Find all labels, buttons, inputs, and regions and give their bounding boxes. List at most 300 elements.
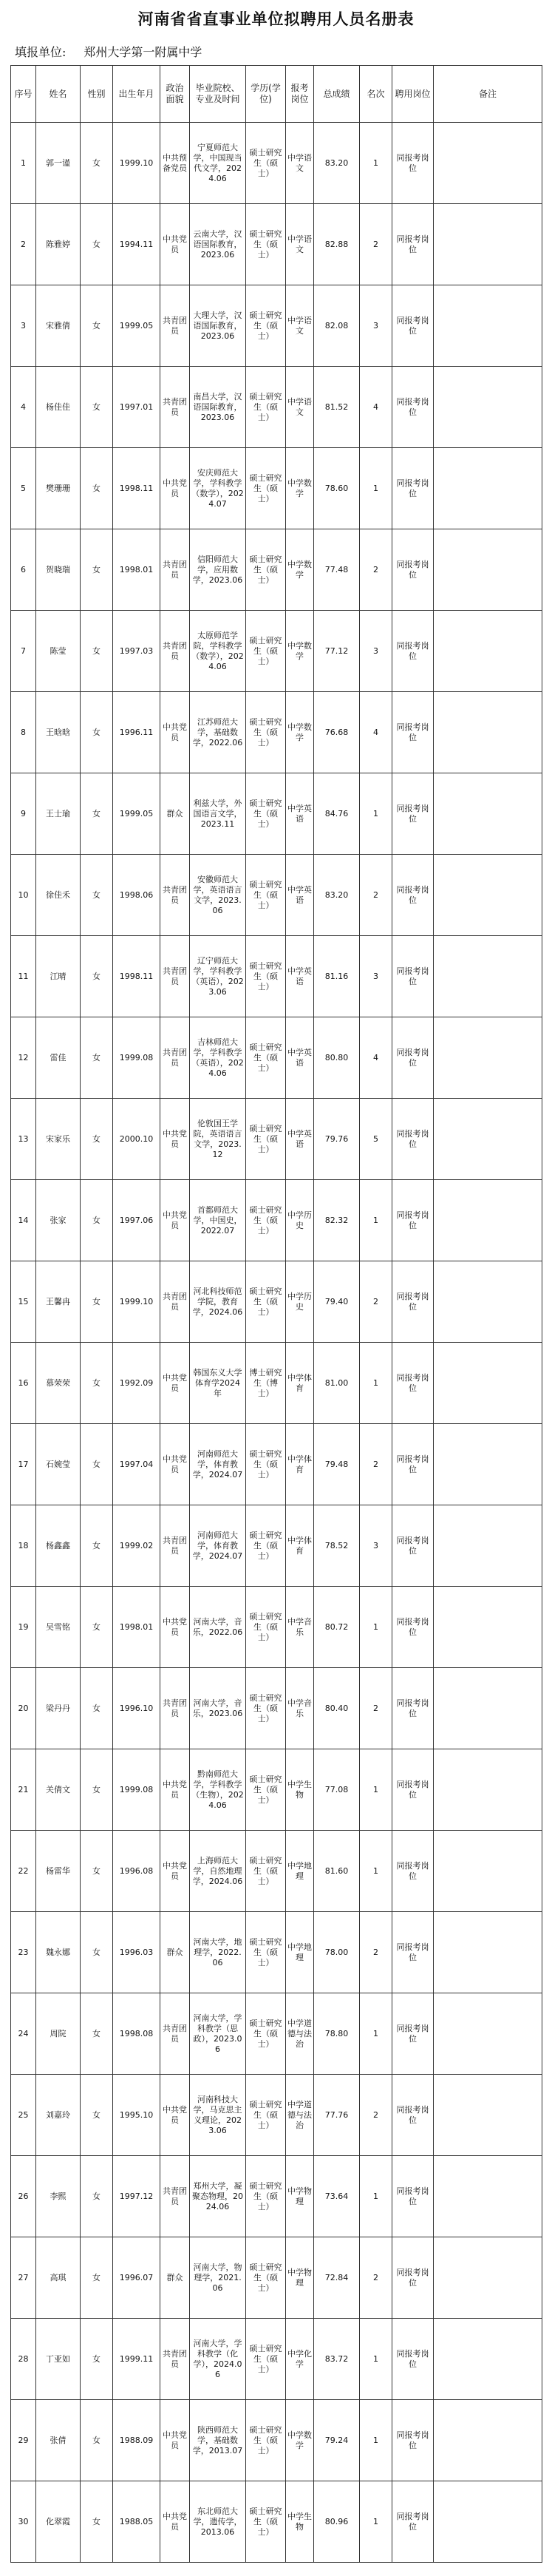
cell-school: 河北科技师范学院，教育学，2024.06: [190, 1261, 246, 1343]
table-row: [11, 448, 542, 529]
cell-name: 丁亚如: [36, 2319, 81, 2400]
cell-birth: 1996.10: [113, 1668, 160, 1749]
cell-gender: 女: [81, 855, 113, 936]
cell-school: 辽宁师范大学，学科教学（英语），2023.06: [190, 936, 246, 1017]
cell-politics: 共青团员: [160, 285, 190, 367]
cell-index: 13: [11, 1099, 36, 1180]
cell-hire-post: 同报考岗位: [392, 1749, 434, 1831]
table-row: [11, 773, 542, 855]
cell-hire-post: 同报考岗位: [392, 1099, 434, 1180]
cell-remark: [434, 367, 542, 448]
cell-remark: [434, 2156, 542, 2237]
cell-gender: 女: [81, 1180, 113, 1261]
cell-gender: 女: [81, 448, 113, 529]
cell-score: 78.52: [314, 1505, 360, 1587]
cell-politics: 共青团员: [160, 1668, 190, 1749]
cell-index: 18: [11, 1505, 36, 1587]
cell-score: 80.80: [314, 1017, 360, 1099]
cell-remark: [434, 1180, 542, 1261]
cell-gender: 女: [81, 123, 113, 204]
cell-degree: 硕士研究生（硕士）: [246, 2400, 286, 2481]
table-row: [11, 2319, 542, 2400]
cell-remark: [434, 1912, 542, 1993]
cell-degree: 硕士研究生（硕士）: [246, 611, 286, 692]
cell-name: 刘嘉玲: [36, 2075, 81, 2156]
cell-hire-post: 同报考岗位: [392, 1017, 434, 1099]
cell-name: 杨鑫鑫: [36, 1505, 81, 1587]
cell-score: 82.08: [314, 285, 360, 367]
cell-degree: 硕士研究生（硕士）: [246, 1912, 286, 1993]
table-row: [11, 1343, 542, 1424]
cell-score: 83.20: [314, 123, 360, 204]
cell-politics: 群众: [160, 2237, 190, 2319]
cell-index: 30: [11, 2481, 36, 2563]
cell-score: 76.68: [314, 692, 360, 773]
cell-index: 29: [11, 2400, 36, 2481]
cell-rank: 1: [360, 1587, 392, 1668]
cell-politics: 中共党员: [160, 1180, 190, 1261]
cell-position: 中学生物: [286, 2481, 314, 2563]
cell-gender: 女: [81, 1505, 113, 1587]
cell-score: 78.60: [314, 448, 360, 529]
cell-gender: 女: [81, 2075, 113, 2156]
cell-school: 首都师范大学，中国史，2022.07: [190, 1180, 246, 1261]
cell-rank: 2: [360, 1261, 392, 1343]
cell-hire-post: 同报考岗位: [392, 123, 434, 204]
cell-gender: 女: [81, 1424, 113, 1505]
cell-position: 中学体育: [286, 1343, 314, 1424]
cell-hire-post: 同报考岗位: [392, 855, 434, 936]
cell-degree: 硕士研究生（硕士）: [246, 855, 286, 936]
cell-rank: 1: [360, 1343, 392, 1424]
cell-degree: 硕士研究生（硕士）: [246, 2319, 286, 2400]
cell-degree: 硕士研究生（硕士）: [246, 1668, 286, 1749]
cell-name: 杨佳佳: [36, 367, 81, 448]
cell-position: 中学语文: [286, 123, 314, 204]
cell-score: 77.76: [314, 2075, 360, 2156]
table-row: [11, 1505, 542, 1587]
cell-birth: 1999.10: [113, 1261, 160, 1343]
cell-degree: 硕士研究生（硕士）: [246, 204, 286, 285]
cell-hire-post: 同报考岗位: [392, 285, 434, 367]
cell-birth: 1998.06: [113, 855, 160, 936]
cell-birth: 1996.11: [113, 692, 160, 773]
cell-birth: 1999.08: [113, 1749, 160, 1831]
cell-birth: 1995.10: [113, 2075, 160, 2156]
cell-birth: 1998.08: [113, 1993, 160, 2075]
cell-position: 中学音乐: [286, 1587, 314, 1668]
cell-name: 关倩文: [36, 1749, 81, 1831]
cell-degree: 硕士研究生（硕士）: [246, 936, 286, 1017]
cell-name: 魏永娜: [36, 1912, 81, 1993]
cell-rank: 1: [360, 2319, 392, 2400]
table-row: [11, 611, 542, 692]
cell-remark: [434, 1343, 542, 1424]
cell-degree: 硕士研究生（硕士）: [246, 2237, 286, 2319]
table-header-row: [11, 66, 542, 123]
cell-school: 韩国东义大学体育学2024年: [190, 1343, 246, 1424]
cell-politics: 共青团员: [160, 1261, 190, 1343]
cell-position: 中学语文: [286, 367, 314, 448]
cell-index: 2: [11, 204, 36, 285]
cell-remark: [434, 2237, 542, 2319]
col-header-degree: 学历(学位): [246, 66, 286, 123]
cell-school: 信阳师范大学，应用数学，2023.06: [190, 529, 246, 611]
table-row: [11, 692, 542, 773]
cell-position: 中学数学: [286, 2400, 314, 2481]
col-header-gender: 性别: [81, 66, 113, 123]
cell-degree: 硕士研究生（硕士）: [246, 2156, 286, 2237]
table-row: [11, 204, 542, 285]
table-row: [11, 2481, 542, 2563]
cell-hire-post: 同报考岗位: [392, 1343, 434, 1424]
table-row: [11, 285, 542, 367]
col-header-politics: 政治面貌: [160, 66, 190, 123]
cell-school: 南昌大学，汉语国际教育，2023.06: [190, 367, 246, 448]
cell-rank: 1: [360, 448, 392, 529]
cell-birth: 1999.10: [113, 123, 160, 204]
cell-index: 15: [11, 1261, 36, 1343]
cell-gender: 女: [81, 285, 113, 367]
col-header-position: 报考岗位: [286, 66, 314, 123]
cell-name: 周院: [36, 1993, 81, 2075]
cell-birth: 1999.08: [113, 1017, 160, 1099]
cell-index: 14: [11, 1180, 36, 1261]
cell-position: 中学数学: [286, 448, 314, 529]
cell-score: 80.40: [314, 1668, 360, 1749]
table-row: [11, 2075, 542, 2156]
cell-position: 中学化学: [286, 2319, 314, 2400]
cell-birth: 1998.11: [113, 936, 160, 1017]
cell-gender: 女: [81, 1261, 113, 1343]
cell-hire-post: 同报考岗位: [392, 692, 434, 773]
cell-politics: 中共党员: [160, 2481, 190, 2563]
cell-school: 上海师范大学，自然地理学，2024.06: [190, 1831, 246, 1912]
cell-position: 中学道德与法治: [286, 1993, 314, 2075]
cell-remark: [434, 855, 542, 936]
cell-position: 中学地理: [286, 1831, 314, 1912]
cell-remark: [434, 611, 542, 692]
cell-position: 中学数学: [286, 611, 314, 692]
cell-remark: [434, 1505, 542, 1587]
table-body: [11, 123, 542, 2563]
cell-school: 河南大学，音乐，2022.06: [190, 1587, 246, 1668]
cell-index: 19: [11, 1587, 36, 1668]
table-row: [11, 1587, 542, 1668]
cell-school: 河南师范大学，体育教学，2024.07: [190, 1424, 246, 1505]
cell-degree: 硕士研究生（硕士）: [246, 773, 286, 855]
cell-degree: 硕士研究生（硕士）: [246, 529, 286, 611]
cell-gender: 女: [81, 2481, 113, 2563]
cell-position: 中学物理: [286, 2237, 314, 2319]
cell-score: 72.84: [314, 2237, 360, 2319]
table-row: [11, 2400, 542, 2481]
cell-index: 7: [11, 611, 36, 692]
cell-name: 张倩: [36, 2400, 81, 2481]
cell-hire-post: 同报考岗位: [392, 1424, 434, 1505]
cell-index: 6: [11, 529, 36, 611]
cell-position: 中学英语: [286, 855, 314, 936]
cell-hire-post: 同报考岗位: [392, 773, 434, 855]
cell-index: 4: [11, 367, 36, 448]
cell-remark: [434, 1668, 542, 1749]
cell-position: 中学音乐: [286, 1668, 314, 1749]
col-header-remark: 备注: [434, 66, 542, 123]
cell-position: 中学英语: [286, 936, 314, 1017]
cell-rank: 2: [360, 529, 392, 611]
cell-rank: 3: [360, 285, 392, 367]
cell-rank: 1: [360, 2481, 392, 2563]
cell-position: 中学语文: [286, 204, 314, 285]
cell-degree: 硕士研究生（硕士）: [246, 1017, 286, 1099]
table-row: [11, 1912, 542, 1993]
cell-rank: 4: [360, 1017, 392, 1099]
col-header-school: 毕业院校、专业及时间: [190, 66, 246, 123]
cell-birth: 1999.05: [113, 773, 160, 855]
col-header-rank: 名次: [360, 66, 392, 123]
cell-birth: 1998.01: [113, 1587, 160, 1668]
col-header-index: 序号: [11, 66, 36, 123]
cell-position: 中学物理: [286, 2156, 314, 2237]
cell-hire-post: 同报考岗位: [392, 1993, 434, 2075]
cell-gender: 女: [81, 2400, 113, 2481]
cell-degree: 硕士研究生（硕士）: [246, 1993, 286, 2075]
cell-school: 河南大学，学科教学（思政），2023.06: [190, 1993, 246, 2075]
cell-hire-post: 同报考岗位: [392, 367, 434, 448]
cell-rank: 1: [360, 1749, 392, 1831]
cell-remark: [434, 773, 542, 855]
cell-politics: 中共党员: [160, 1424, 190, 1505]
cell-politics: 中共党员: [160, 692, 190, 773]
cell-name: 江晴: [36, 936, 81, 1017]
cell-remark: [434, 1993, 542, 2075]
cell-rank: 4: [360, 367, 392, 448]
cell-gender: 女: [81, 1017, 113, 1099]
cell-score: 78.00: [314, 1912, 360, 1993]
cell-gender: 女: [81, 529, 113, 611]
cell-gender: 女: [81, 1831, 113, 1912]
cell-degree: 硕士研究生（硕士）: [246, 367, 286, 448]
cell-score: 77.08: [314, 1749, 360, 1831]
cell-hire-post: 同报考岗位: [392, 448, 434, 529]
cell-score: 81.16: [314, 936, 360, 1017]
cell-score: 77.12: [314, 611, 360, 692]
cell-gender: 女: [81, 2156, 113, 2237]
cell-remark: [434, 204, 542, 285]
cell-index: 10: [11, 855, 36, 936]
cell-degree: 硕士研究生（硕士）: [246, 1749, 286, 1831]
cell-school: 吉林师范大学，学科教学（英语），2024.06: [190, 1017, 246, 1099]
cell-politics: 中共党员: [160, 2075, 190, 2156]
cell-index: 17: [11, 1424, 36, 1505]
cell-politics: 共青团员: [160, 2156, 190, 2237]
cell-index: 28: [11, 2319, 36, 2400]
cell-school: 安徽师范大学，英语语言文学，2023.06: [190, 855, 246, 936]
cell-degree: 硕士研究生（硕士）: [246, 448, 286, 529]
cell-school: 河南大学，地理学，2022.06: [190, 1912, 246, 1993]
cell-score: 81.60: [314, 1831, 360, 1912]
cell-hire-post: 同报考岗位: [392, 1668, 434, 1749]
cell-index: 5: [11, 448, 36, 529]
cell-hire-post: 同报考岗位: [392, 936, 434, 1017]
cell-name: 贺晓瑞: [36, 529, 81, 611]
cell-score: 79.40: [314, 1261, 360, 1343]
cell-name: 石婉莹: [36, 1424, 81, 1505]
col-header-name: 姓名: [36, 66, 81, 123]
cell-birth: 1996.08: [113, 1831, 160, 1912]
cell-hire-post: 同报考岗位: [392, 2237, 434, 2319]
cell-rank: 2: [360, 2075, 392, 2156]
table-row: [11, 1831, 542, 1912]
table-row: [11, 1424, 542, 1505]
table-row: [11, 2156, 542, 2237]
cell-degree: 硕士研究生（硕士）: [246, 1099, 286, 1180]
cell-birth: 1997.04: [113, 1424, 160, 1505]
cell-birth: 1997.03: [113, 611, 160, 692]
cell-index: 11: [11, 936, 36, 1017]
cell-position: 中学历史: [286, 1261, 314, 1343]
cell-gender: 女: [81, 936, 113, 1017]
cell-remark: [434, 1099, 542, 1180]
cell-remark: [434, 2319, 542, 2400]
cell-rank: 5: [360, 1099, 392, 1180]
cell-rank: 3: [360, 1505, 392, 1587]
cell-degree: 硕士研究生（硕士）: [246, 1587, 286, 1668]
cell-rank: 4: [360, 692, 392, 773]
cell-politics: 共青团员: [160, 611, 190, 692]
cell-index: 24: [11, 1993, 36, 2075]
cell-name: 宋家乐: [36, 1099, 81, 1180]
cell-score: 80.72: [314, 1587, 360, 1668]
cell-politics: 共青团员: [160, 855, 190, 936]
cell-gender: 女: [81, 1912, 113, 1993]
cell-remark: [434, 285, 542, 367]
cell-remark: [434, 1017, 542, 1099]
cell-politics: 中共党员: [160, 1587, 190, 1668]
cell-name: 雷佳: [36, 1017, 81, 1099]
cell-politics: 中共党员: [160, 448, 190, 529]
col-header-birth: 出生年月: [113, 66, 160, 123]
cell-rank: 3: [360, 611, 392, 692]
cell-degree: 硕士研究生（硕士）: [246, 2481, 286, 2563]
cell-score: 83.72: [314, 2319, 360, 2400]
cell-position: 中学英语: [286, 1017, 314, 1099]
table-row: [11, 1668, 542, 1749]
cell-school: 东北师范大学，遗传学，2013.06: [190, 2481, 246, 2563]
cell-politics: 中共党员: [160, 1343, 190, 1424]
cell-remark: [434, 2075, 542, 2156]
cell-score: 81.00: [314, 1343, 360, 1424]
col-header-hire-post: 聘用岗位: [392, 66, 434, 123]
cell-rank: 2: [360, 1912, 392, 1993]
cell-position: 中学生物: [286, 1749, 314, 1831]
cell-rank: 1: [360, 773, 392, 855]
cell-politics: 共青团员: [160, 529, 190, 611]
cell-rank: 1: [360, 123, 392, 204]
cell-position: 中学数学: [286, 692, 314, 773]
cell-name: 高琪: [36, 2237, 81, 2319]
cell-index: 26: [11, 2156, 36, 2237]
cell-politics: 共青团员: [160, 1017, 190, 1099]
table-row: [11, 2237, 542, 2319]
cell-birth: 1998.11: [113, 448, 160, 529]
cell-hire-post: 同报考岗位: [392, 1912, 434, 1993]
cell-gender: 女: [81, 1343, 113, 1424]
cell-degree: 博士研究生（博士）: [246, 1343, 286, 1424]
cell-score: 79.24: [314, 2400, 360, 2481]
cell-gender: 女: [81, 1993, 113, 2075]
cell-position: 中学英语: [286, 1099, 314, 1180]
cell-score: 77.48: [314, 529, 360, 611]
cell-index: 22: [11, 1831, 36, 1912]
cell-index: 3: [11, 285, 36, 367]
cell-school: 太原师范学院，学科教学（数学），2024.06: [190, 611, 246, 692]
cell-rank: 1: [360, 1180, 392, 1261]
hiring-roster-table: [10, 65, 542, 2563]
cell-remark: [434, 1831, 542, 1912]
cell-score: 79.48: [314, 1424, 360, 1505]
cell-name: 徐佳禾: [36, 855, 81, 936]
cell-degree: 硕士研究生（硕士）: [246, 1831, 286, 1912]
cell-position: 中学历史: [286, 1180, 314, 1261]
cell-remark: [434, 2400, 542, 2481]
col-header-score: 总成绩: [314, 66, 360, 123]
cell-politics: 中共党员: [160, 1831, 190, 1912]
cell-degree: 硕士研究生（硕士）: [246, 1424, 286, 1505]
cell-remark: [434, 529, 542, 611]
cell-score: 81.52: [314, 367, 360, 448]
cell-school: 宁夏师范大学，中国现当代文学，2024.06: [190, 123, 246, 204]
table-row: [11, 529, 542, 611]
cell-name: 王晗晗: [36, 692, 81, 773]
cell-position: 中学体育: [286, 1505, 314, 1587]
cell-politics: 中共党员: [160, 1099, 190, 1180]
cell-index: 21: [11, 1749, 36, 1831]
cell-remark: [434, 123, 542, 204]
cell-score: 82.88: [314, 204, 360, 285]
table-row: [11, 1261, 542, 1343]
cell-rank: 2: [360, 1424, 392, 1505]
cell-name: 陈莹: [36, 611, 81, 692]
cell-school: 利兹大学，外国语言文学，2023.11: [190, 773, 246, 855]
filing-unit-value: 郑州大学第一附属中学: [84, 45, 202, 59]
cell-politics: 群众: [160, 1912, 190, 1993]
cell-name: 吴雪铭: [36, 1587, 81, 1668]
cell-remark: [434, 448, 542, 529]
cell-politics: 中共党员: [160, 2400, 190, 2481]
cell-remark: [434, 1261, 542, 1343]
cell-politics: 共青团员: [160, 936, 190, 1017]
cell-name: 杨雷华: [36, 1831, 81, 1912]
cell-hire-post: 同报考岗位: [392, 529, 434, 611]
cell-name: 梁丹丹: [36, 1668, 81, 1749]
cell-hire-post: 同报考岗位: [392, 1180, 434, 1261]
cell-school: 河南大学，物理学，2021.06: [190, 2237, 246, 2319]
cell-hire-post: 同报考岗位: [392, 2319, 434, 2400]
cell-position: 中学数学: [286, 529, 314, 611]
cell-name: 张家: [36, 1180, 81, 1261]
cell-rank: 2: [360, 204, 392, 285]
cell-birth: 1994.11: [113, 204, 160, 285]
cell-score: 78.80: [314, 1993, 360, 2075]
cell-score: 82.32: [314, 1180, 360, 1261]
cell-remark: [434, 2481, 542, 2563]
cell-school: 江苏师范大学，基础数学，2022.06: [190, 692, 246, 773]
table-row: [11, 1099, 542, 1180]
cell-hire-post: 同报考岗位: [392, 2400, 434, 2481]
cell-gender: 女: [81, 611, 113, 692]
cell-gender: 女: [81, 1668, 113, 1749]
